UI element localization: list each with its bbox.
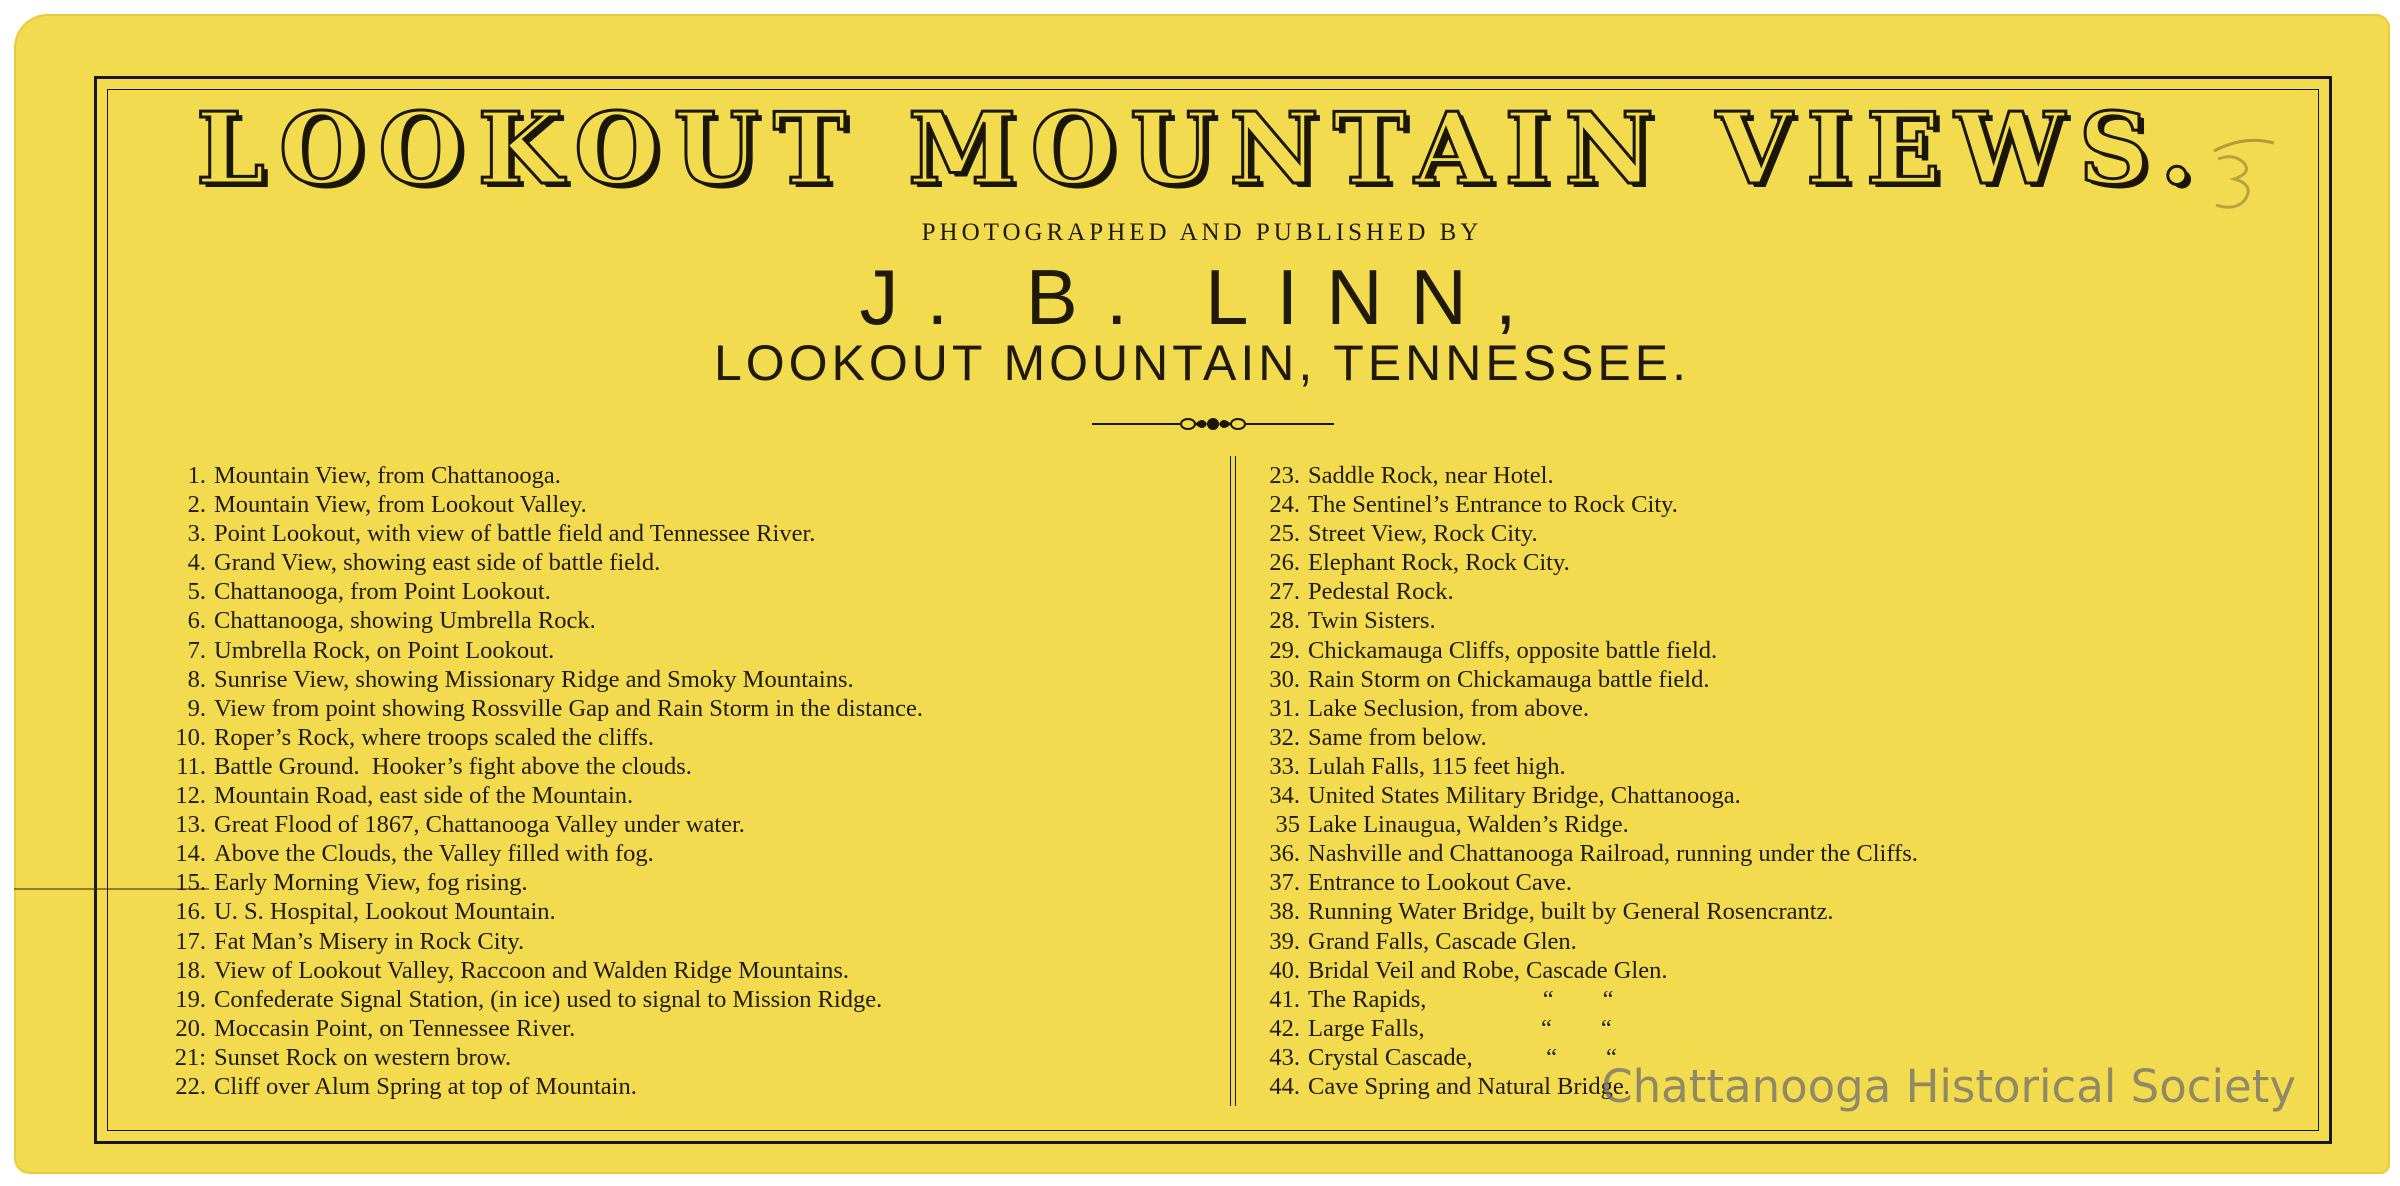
view-list-left (164, 461, 923, 1101)
item-text: Confederate Signal Station, (in ice) used to signal to Mission Ridge. (214, 985, 883, 1013)
item-number: 38. (1269, 898, 1300, 926)
item-number: 28. (1269, 607, 1300, 635)
item-text: Cliff over Alum Spring at top of Mountain. (214, 1072, 637, 1100)
list-item (164, 868, 923, 897)
item-text: Running Water Bridge, built by General Rosencrantz. (1308, 898, 1834, 926)
list-item (1254, 665, 1918, 694)
list-item (1254, 956, 1918, 985)
item-number: 34. (1269, 782, 1300, 810)
list-item (164, 461, 923, 490)
item-number: 37. (1269, 869, 1300, 897)
list-item (1254, 577, 1918, 606)
item-text: Grand Falls, Cascade Glen. (1308, 927, 1577, 955)
list-item (164, 897, 923, 926)
item-text: Bridal Veil and Robe, Cascade Glen. (1308, 956, 1668, 984)
stereo-card (14, 14, 2390, 1174)
list-item (164, 723, 923, 752)
list-item (164, 694, 923, 723)
list-item (164, 577, 923, 606)
publisher-location: LOOKOUT MOUNTAIN, TENNESSEE. (713, 335, 1691, 391)
list-item (1254, 985, 1918, 1014)
item-number: 19. (175, 985, 206, 1013)
list-item (164, 606, 923, 635)
list-item (1254, 781, 1918, 810)
item-number: 16. (175, 898, 206, 926)
item-number: 36. (1269, 840, 1300, 868)
item-number: 3. (187, 520, 206, 548)
item-text: View from point showing Rossville Gap and Rain Storm in the distance. (214, 694, 923, 722)
item-text: Moccasin Point, on Tennessee River. (214, 1014, 576, 1042)
item-text: The Rapids, “ “ (1308, 985, 1614, 1013)
item-text: U. S. Hospital, Lookout Mountain. (214, 898, 556, 926)
item-number: 9. (187, 694, 206, 722)
item-number: 4. (187, 549, 206, 577)
column-divider (1230, 456, 1236, 1106)
item-text: Great Flood of 1867, Chattanooga Valley under water. (214, 811, 745, 839)
item-number: 31. (1269, 694, 1300, 722)
item-number: 27. (1269, 578, 1300, 606)
item-number: 43. (1269, 1043, 1300, 1071)
list-item (1254, 519, 1918, 548)
item-text: Pedestal Rock. (1308, 578, 1454, 606)
view-list-right (1254, 461, 1918, 1101)
item-number: 17. (175, 927, 206, 955)
item-text: Battle Ground. Hooker’s fight above the clouds. (214, 752, 692, 780)
item-number: 1. (187, 462, 206, 489)
item-text: Umbrella Rock, on Point Lookout. (214, 636, 555, 664)
list-item (164, 1072, 923, 1101)
item-number: 21: (174, 1043, 206, 1071)
item-number: 35 (1275, 811, 1300, 839)
list-item (1254, 636, 1918, 665)
item-number: 14. (175, 840, 206, 868)
list-item (1254, 1014, 1918, 1043)
item-number: 26. (1269, 549, 1300, 577)
card-subtitle: PHOTOGRAPHED AND PUBLISHED BY (921, 219, 1483, 246)
list-item (1254, 839, 1918, 868)
list-item (1254, 897, 1918, 926)
item-text: Lake Seclusion, from above. (1308, 694, 1589, 722)
item-text: Nashville and Chattanooga Railroad, running under the Cliffs. (1308, 840, 1918, 868)
item-text: Cave Spring and Natural Bridge. (1308, 1072, 1630, 1100)
item-number: 39. (1269, 927, 1300, 955)
list-item (164, 519, 923, 548)
item-number: 42. (1269, 1014, 1300, 1042)
item-number: 44. (1269, 1072, 1300, 1100)
item-number: 32. (1269, 723, 1300, 751)
item-number: 12. (175, 782, 206, 810)
item-text: Saddle Rock, near Hotel. (1308, 462, 1554, 489)
card-title: LOOKOUT MOUNTAIN VIEWS. (195, 92, 2209, 207)
list-item (164, 985, 923, 1014)
list-item (1254, 927, 1918, 956)
item-number: 13. (175, 811, 206, 839)
item-text: Crystal Cascade, “ “ (1308, 1043, 1617, 1071)
item-text: Lulah Falls, 115 feet high. (1308, 752, 1566, 780)
item-text: Mountain View, from Lookout Valley. (214, 491, 587, 519)
item-text: Fat Man’s Misery in Rock City. (214, 927, 525, 955)
list-item (164, 490, 923, 519)
item-text: Rain Storm on Chickamauga battle field. (1308, 665, 1710, 693)
item-text: Entrance to Lookout Cave. (1308, 869, 1572, 897)
list-item (164, 548, 923, 577)
item-number: 33. (1269, 752, 1300, 780)
item-text: Grand View, showing east side of battle field. (214, 549, 661, 577)
list-item (1254, 752, 1918, 781)
item-text: Same from below. (1308, 723, 1487, 751)
list-item (164, 1043, 923, 1072)
item-number: 30. (1269, 665, 1300, 693)
item-text: Chickamauga Cliffs, opposite battle field. (1308, 636, 1718, 664)
item-text: Mountain Road, east side of the Mountain. (214, 782, 634, 810)
item-number: 24. (1269, 491, 1300, 519)
item-number: 5. (187, 578, 206, 606)
item-number: 20. (175, 1014, 206, 1042)
item-text: Elephant Rock, Rock City. (1308, 549, 1570, 577)
item-number: 8. (187, 665, 206, 693)
list-item (1254, 868, 1918, 897)
item-text: Sunrise View, showing Missionary Ridge and Smoky Mountains. (214, 665, 854, 693)
item-number: 40. (1269, 956, 1300, 984)
item-number: 7. (187, 636, 206, 664)
item-text: Twin Sisters. (1308, 607, 1436, 635)
list-item (1254, 461, 1918, 490)
item-number: 11. (176, 752, 206, 780)
list-item (164, 927, 923, 956)
item-number: 6. (187, 607, 206, 635)
list-item (1254, 606, 1918, 635)
list-item (164, 636, 923, 665)
item-number: 41. (1269, 985, 1300, 1013)
item-text: United States Military Bridge, Chattanooga. (1308, 782, 1741, 810)
item-number: 29. (1269, 636, 1300, 664)
list-item (1254, 490, 1918, 519)
item-number: 22. (175, 1072, 206, 1100)
item-text: Sunset Rock on western brow. (214, 1043, 512, 1071)
item-text: View of Lookout Valley, Raccoon and Walden Ridge Mountains. (214, 956, 850, 984)
item-number: 25. (1269, 520, 1300, 548)
item-text: The Sentinel’s Entrance to Rock City. (1308, 491, 1678, 519)
list-item (1254, 723, 1918, 752)
item-text: Mountain View, from Chattanooga. (214, 462, 561, 489)
watermark: Chattanooga Historical Society (1601, 1060, 2296, 1113)
list-item (1254, 810, 1918, 839)
item-text: Large Falls, “ “ (1308, 1014, 1612, 1042)
item-number: 15. (175, 869, 206, 897)
list-item (164, 839, 923, 868)
ornament-divider (1092, 412, 1334, 436)
item-text: Roper’s Rock, where troops scaled the cliffs. (214, 723, 654, 751)
list-item (1254, 548, 1918, 577)
item-text: Street View, Rock City. (1308, 520, 1538, 548)
item-number: 2. (187, 491, 206, 519)
list-item (164, 956, 923, 985)
item-text: Chattanooga, from Point Lookout. (214, 578, 551, 606)
list-item (1254, 694, 1918, 723)
list-item (164, 752, 923, 781)
list-item (164, 665, 923, 694)
list-item (164, 810, 923, 839)
item-text: Above the Clouds, the Valley filled with fog. (214, 840, 654, 868)
item-text: Early Morning View, fog rising. (214, 869, 528, 897)
item-text: Lake Linaugua, Walden’s Ridge. (1308, 811, 1629, 839)
item-number: 10. (175, 723, 206, 751)
item-number: 23. (1269, 462, 1300, 489)
item-number: 18. (175, 956, 206, 984)
publisher-name: J. B. LINN, (859, 253, 1545, 341)
list-item (164, 781, 923, 810)
item-text: Point Lookout, with view of battle field and Tennessee River. (214, 520, 816, 548)
list-item (164, 1014, 923, 1043)
item-text: Chattanooga, showing Umbrella Rock. (214, 607, 596, 635)
